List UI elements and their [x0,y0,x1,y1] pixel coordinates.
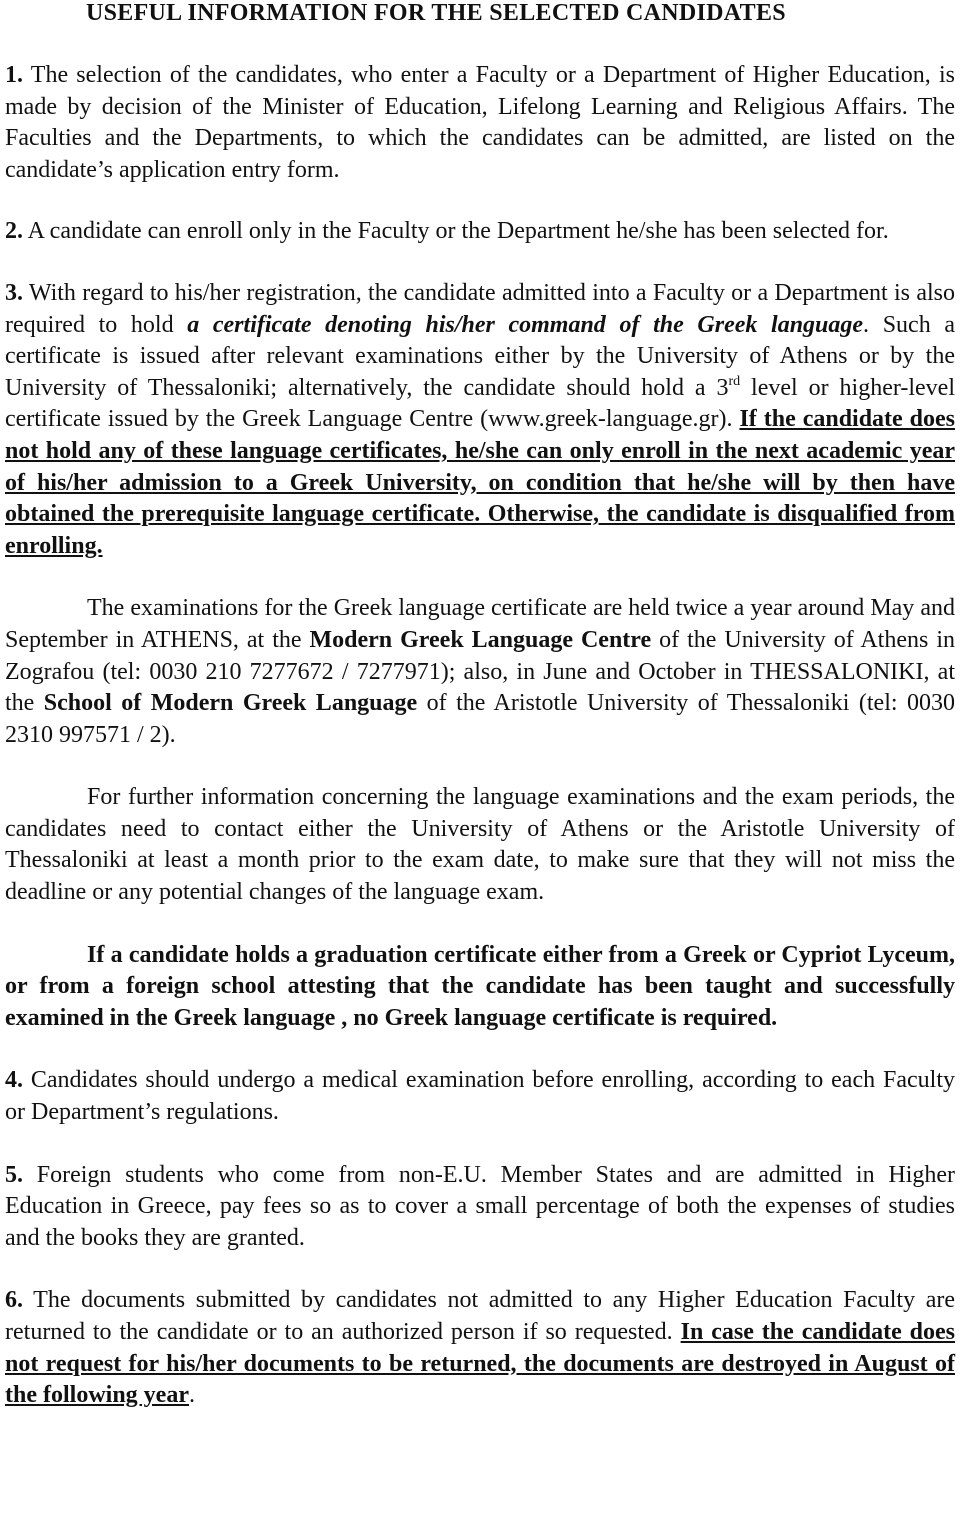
item-6 [5,1285,955,1411]
exams-athens-centre: Modern Greek Language Centre [309,626,652,653]
item-3 [5,278,955,562]
item-4 [5,1065,955,1128]
exams-paragraph [5,593,955,751]
item-1-number: 1. [5,62,23,88]
item-6-underlined-warning: In case the candidate does not request for his/her documents to be returned, the documents are destroyed in August of the following year [5,1319,956,1409]
exams-text-c: of the University of Athens in Zografou (tel: 0030 210 7277672 / 7277971); also, in June and October in THESSALONIKI, at the [5,626,955,717]
item-3-text-a: With regard to his/her registration, the candidate admitted into a Faculty or a Department is also required to hold [5,279,955,338]
item-3-emphasis: a certificate denoting his/her command of the Greek language [187,311,864,338]
item-5 [5,1160,955,1255]
item-3-text-b: . Such a certificate is issued after relevant examinations either by the University of Athens or by the University of Thessaloniki; alternatively, the candidate should hold a 3 [5,311,955,401]
item-3-underlined-warning: If the candidate does not hold any of these language certificates, he/she can only enroll in the next academic year of his/her admission to a Greek University, on condition that he/she will by then have obtained the prerequisite language certificate. Otherwise, the candidate is disqualified from enrolling. [5,406,955,559]
item-6-number: 6. [5,1287,23,1314]
exams-thessaloniki-school: School of Modern Greek Language [43,690,418,717]
item-5-number: 5. [5,1161,23,1188]
item-3-number: 3. [5,279,23,306]
graduation-note-paragraph: If a candidate holds a graduation certificate either from a Greek or Cypriot Lyceum, or from a foreign school attesting that the candidate has been taught and successfully examined in the Greek language , no Greek language certificate is required. [5,941,955,1031]
item-2-number: 2. [5,218,23,245]
item-4-number: 4. [5,1067,23,1094]
item-5-text: Foreign students who come from non-E.U. Member States and are admitted in Higher Education in Greece, pay fees so as to cover a small percentage of both the expenses of studies and the books they are granted. [5,1161,955,1251]
exams-text-a: The examinations for the Greek language certificate are held twice a year around May and September in ATHENS, at the [5,595,955,653]
item-6-text: The documents submitted by candidates not admitted to any Higher Education Faculty are returned to the candidate or to an authorized person if so requested. [5,1287,955,1345]
item-2 [5,216,955,248]
document-title: USEFUL INFORMATION FOR THE SELECTED CANDIDATES [86,0,786,26]
further-info-paragraph: For further information concerning the language examinations and the exam periods, the candidates need to contact either the University of Athens or the Aristotle University of Thessaloniki at least a month prior to the exam date, to make sure that they will not miss the deadline or any potential changes of the language exam. [5,784,955,906]
item-2-text: A candidate can enroll only in the Faculty or the Department he/she has been selected for. [23,218,889,245]
item-3-superscript: rd [728,373,741,389]
item-1 [5,60,955,186]
item-4-text: Candidates should undergo a medical examination before enrolling, according to each Faculty or Department’s regulations. [5,1067,955,1126]
item-3-text-c: level or higher-level certificate issued by the Greek Language Centre (www.greek-language.gr). [5,374,956,433]
document-page [5,0,955,1412]
item-1-text: The selection of the candidates, who enter a Faculty or a Department of Higher Education, is made by decision of the Minister of Education, Lifelong Learning and Religious Affairs. The Faculties and the Departments, to which the candidates can be admitted, are listed on the candidate’s application entry form. [5,62,955,183]
item-6-end: . [188,1382,195,1409]
exams-text-e: of the Aristotle University of Thessaloniki (tel: 0030 2310 997571 / 2). [5,690,955,748]
